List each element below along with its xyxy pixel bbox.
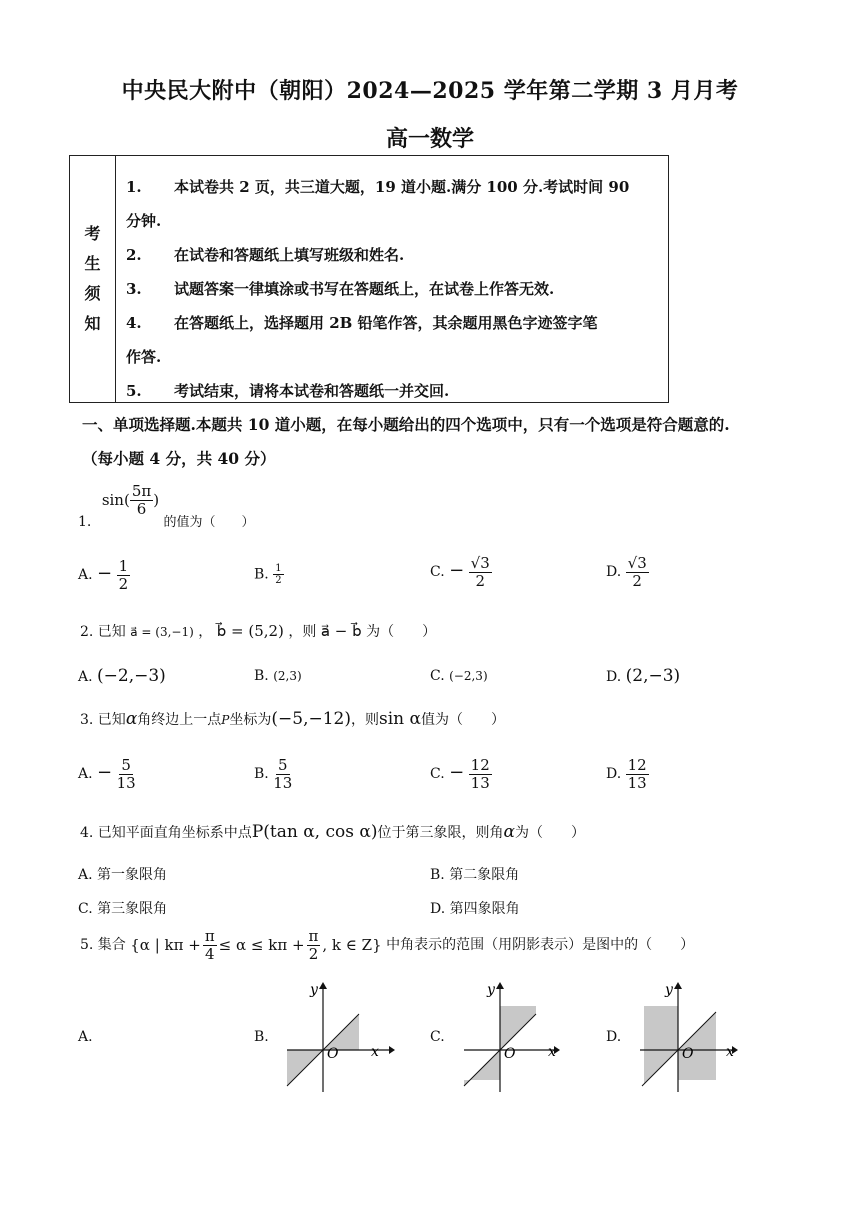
question-3 [80,709,505,729]
y-axis-label: y [487,982,495,998]
notice-item-number: 2. [126,246,142,264]
q5-diagram-d[interactable] [640,980,750,1092]
set-close: , k ∈ Z} [322,936,382,954]
q1-option-d[interactable] [606,555,649,589]
notice-items [126,170,664,408]
origin-label: O [327,1046,339,1062]
fraction-numerator: 5 [121,756,131,774]
notice-item-text: 试题答案一律填涂或书写在答题纸上，在试卷上作答无效. [174,280,555,298]
y-axis-arrow [319,982,327,989]
q5-option-c-label[interactable] [430,1029,445,1045]
option-label: A. [78,567,93,583]
question-2 [80,621,436,641]
set-middle: ≤ α ≤ kπ + [218,936,305,954]
question-stem-suffix: 的值为（ ） [163,515,255,530]
option-label: C. [430,564,445,580]
question-stem: ，则 [350,712,379,728]
set-fraction [203,928,217,962]
fraction-denominator: 4 [204,944,215,963]
option-value: (−2,3) [449,669,488,683]
fraction-denominator: 13 [116,773,136,792]
question-stem: 位于第三象限，则角 [377,825,504,841]
notice-item-number: 3. [126,280,142,298]
option-value: (−2,−3) [97,666,166,686]
alpha-symbol: α [503,822,515,842]
fraction-numerator: √3 [627,554,647,572]
notice-item-text: 考试结束，请将本试卷和答题纸一并交回. [174,382,450,400]
fraction-denominator: 13 [470,773,490,792]
question-stem: ， [198,624,213,640]
option-label: A. [78,669,93,685]
option-fraction [469,555,492,589]
q1-option-a[interactable] [78,558,130,592]
set-fraction [307,928,321,962]
option-text: 第四象限角 [449,901,520,917]
q1-fraction [130,483,153,517]
x-axis-arrow [389,1046,395,1054]
point-coordinates: (−5,−12) [271,709,351,729]
question-stem: 坐标为 [229,712,272,728]
page-subtitle: 高一数学 [385,126,474,152]
q1-option-c[interactable] [430,555,492,589]
q4-option-d[interactable] [430,898,520,918]
fraction-denominator: 2 [475,571,485,590]
fraction-numerator: 1 [275,563,282,574]
fraction-denominator: 2 [632,571,642,590]
exam-notice-box [69,155,669,403]
option-sign: − [97,563,113,584]
option-label: B. [254,766,269,782]
question-4 [80,822,585,842]
fraction-denominator: 2 [308,944,319,963]
option-label: B. [254,566,269,583]
notice-item-number: 1. [126,178,142,196]
option-label: D. [430,901,446,917]
option-label: D. [606,669,622,685]
fraction-numerator: 1 [118,557,129,575]
question-1 [78,482,255,530]
option-fraction [469,757,492,791]
option-text: 第一象限角 [97,867,168,883]
notice-item [126,272,664,306]
shaded-region [644,1006,678,1050]
option-value: (2,3) [273,669,302,683]
option-text: 第二象限角 [449,867,520,883]
option-label: D. [606,564,622,580]
y-axis-label: y [310,982,318,998]
q5-diagram-c[interactable] [462,980,572,1092]
option-value: (2,−3) [625,666,681,686]
notice-side-char: 须 [84,284,101,303]
question-stem: ，则 [288,624,317,640]
question-stem-suffix: 为（ ） [366,624,437,640]
q2-option-b[interactable] [254,668,302,684]
notice-item [126,170,664,204]
q1-sin: sin( [101,491,130,509]
option-label: C. [78,901,93,917]
sin-alpha: sin α [378,709,421,729]
notice-side-char: 知 [84,314,101,333]
q2-option-c[interactable] [430,668,488,684]
notice-side-char: 考 [84,224,101,243]
q3-option-c[interactable] [430,757,492,791]
x-axis-label: x [726,1044,734,1060]
fraction-denominator: 13 [627,773,647,792]
notice-item [126,238,664,272]
fraction-numerator: √3 [470,554,490,572]
fraction-denominator: 13 [273,773,293,792]
q5-option-a[interactable] [78,1029,93,1045]
point-expression: P(tan α, cos α) [251,822,378,842]
q1-close-paren: ) [153,491,160,509]
vector-b: b⃗ = (5,2) [216,622,284,640]
page-title: 中央民大附中（朝阳）2024—2025 学年第二学期 3 月月考 [121,78,739,104]
fraction-numerator: 5π [131,482,152,500]
option-label: A. [78,1029,93,1045]
notice-side-label [70,156,116,402]
x-axis-label: x [548,1044,556,1060]
option-fraction [117,757,136,791]
q5-diagram-b[interactable] [285,980,395,1092]
vector-a: a⃗ = (3,−1) [130,625,194,639]
fraction-denominator: 2 [275,575,282,586]
q4-option-c[interactable] [78,898,167,918]
set-open: {α | kπ + [130,936,201,954]
set-expression [130,928,381,962]
notice-item-cont: 作答. [126,348,162,366]
q5-option-b-label[interactable] [254,1029,269,1045]
option-sign: − [449,762,465,783]
option-sign: − [97,762,113,783]
q3-option-b[interactable] [254,757,292,791]
question-stem: 3. 已知 [80,712,126,728]
alpha-symbol: α [125,709,138,729]
section-scoring: （每小题 4 分，共 40 分） [82,449,276,468]
q2-option-d[interactable] [606,666,680,686]
option-fraction [626,555,649,589]
q4-option-a[interactable] [78,864,167,884]
option-fraction [273,563,283,586]
q3-option-a[interactable] [78,757,136,791]
question-5 [80,928,694,962]
notice-item-cont: 分钟. [126,212,162,230]
fraction-numerator: 12 [470,756,490,774]
option-label: C. [430,1029,445,1045]
origin-label: O [504,1046,516,1062]
option-label: A. [78,867,93,883]
notice-item [126,306,664,340]
option-label: C. [430,766,445,782]
option-text: 第三象限角 [97,901,168,917]
notice-item-text: 本试卷共 2 页，共三道大题，19 道小题.满分 100 分.考试时间 90 [174,178,630,196]
fraction-numerator: 12 [627,756,647,774]
option-fraction [117,558,131,592]
notice-item-number: 5. [126,382,142,400]
option-label: B. [254,1029,269,1045]
option-label: A. [78,766,93,782]
notice-item-text: 在试卷和答题纸上填写班级和姓名. [174,246,405,264]
notice-side-char: 生 [84,254,101,273]
option-fraction [273,757,292,791]
vector-expression: a⃗ − b⃗ [320,622,362,640]
notice-item-number: 4. [126,314,142,332]
point-p: P [221,713,230,727]
notice-item-text: 在答题纸上，选择题用 2B 铅笔作答，其余题用黑色字迹签字笔 [174,314,598,332]
fraction-denominator: 2 [118,574,129,593]
fraction-numerator: 5 [277,756,288,774]
y-axis-arrow [496,982,504,989]
question-stem-suffix: 为（ ） [514,825,585,841]
q4-option-b[interactable] [430,864,519,884]
fraction-numerator: π [204,927,215,945]
notice-item [126,374,664,408]
question-stem: 2. 已知 [80,624,126,640]
y-axis-label: y [665,982,673,998]
q3-option-d[interactable] [606,757,649,791]
y-axis-arrow [674,982,682,989]
q2-option-a[interactable] [78,666,166,686]
question-stem-suffix: 中角表示的范围（用阴影表示）是图中的（ ） [386,937,695,953]
fraction-denominator: 6 [136,499,147,518]
x-axis-label: x [371,1044,379,1060]
question-stem: 4. 已知平面直角坐标系中点 [80,825,252,841]
option-sign: − [449,560,465,581]
shaded-region [500,1006,536,1050]
q1-option-b[interactable] [254,563,284,586]
question-stem: 5. 集合 [80,937,126,953]
question-number: 1. [78,514,92,530]
question-stem: 角终边上一点 [137,712,222,728]
option-label: B. [430,867,445,883]
option-fraction [626,757,649,791]
option-label: B. [254,668,269,684]
option-label: D. [606,1029,622,1045]
q1-expression [102,483,159,517]
option-label: C. [430,668,445,684]
section-heading: 一、单项选择题.本题共 10 道小题，在每小题给出的四个选项中，只有一个选项是符合题意的. [82,415,730,434]
question-stem-suffix: 值为（ ） [420,712,505,728]
option-label: D. [606,766,622,782]
fraction-numerator: π [308,927,319,945]
q5-option-d-label[interactable] [606,1029,621,1045]
origin-label: O [682,1046,694,1062]
